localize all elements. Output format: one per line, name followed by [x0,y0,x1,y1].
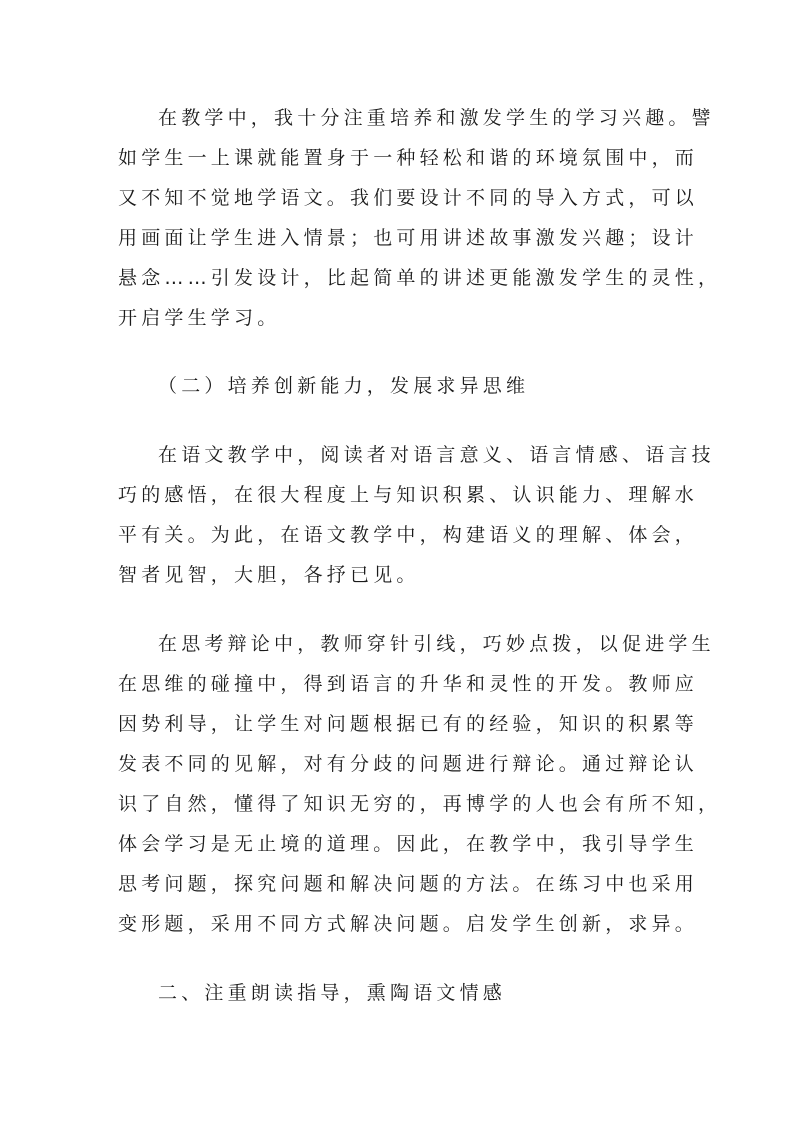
paragraph-line: 因势利导，让学生对问题根据已有的经验，知识的积累等 [118,713,699,735]
paragraph-line: 如学生一上课就能置身于一种轻松和谐的环境氛围中，而 [118,147,699,169]
paragraph-line: 在教学中，我十分注重培养和激发学生的学习兴趣。譬 [158,107,715,129]
paragraph-line: 平有关。为此，在语文教学中，构建语义的理解、体会， [118,524,699,546]
paragraph-line: 开启学生学习。 [118,307,281,329]
paragraph-line: 变形题，采用不同方式解决问题。启发学生创新，求异。 [118,913,699,935]
paragraph-line: 体会学习是无止境的道理。因此，在教学中，我引导学生 [118,833,699,855]
section-heading: 二、注重朗读指导，熏陶语文情感 [158,982,507,1004]
paragraph-line: 在思考辩论中，教师穿针引线，巧妙点拨，以促进学生 [158,633,715,655]
paragraph-line: 在思维的碰撞中，得到语言的升华和灵性的开发。教师应 [118,673,699,695]
paragraph-line: 悬念……引发设计，比起简单的讲述更能激发学生的灵性， [118,267,722,289]
paragraph-line: 发表不同的见解，对有分歧的问题进行辩论。通过辩论认 [118,753,699,775]
paragraph-line: 思考问题，探究问题和解决问题的方法。在练习中也采用 [118,873,699,895]
paragraph-line: 智者见智，大胆，各抒已见。 [118,564,420,586]
paragraph-line: 又不知不觉地学语文。我们要设计不同的导入方式，可以 [118,187,699,209]
paragraph-line: 在语文教学中，阅读者对语言意义、语言情感、语言技 [158,444,715,466]
section-heading: （二）培养创新能力，发展求异思维 [158,375,530,397]
paragraph-line: 巧的感悟，在很大程度上与知识积累、认识能力、理解水 [118,484,699,506]
paragraph-line: 识了自然，懂得了知识无穷的，再博学的人也会有所不知， [118,793,722,815]
paragraph-line: 用画面让学生进入情景；也可用讲述故事激发兴趣；设计 [118,227,699,249]
